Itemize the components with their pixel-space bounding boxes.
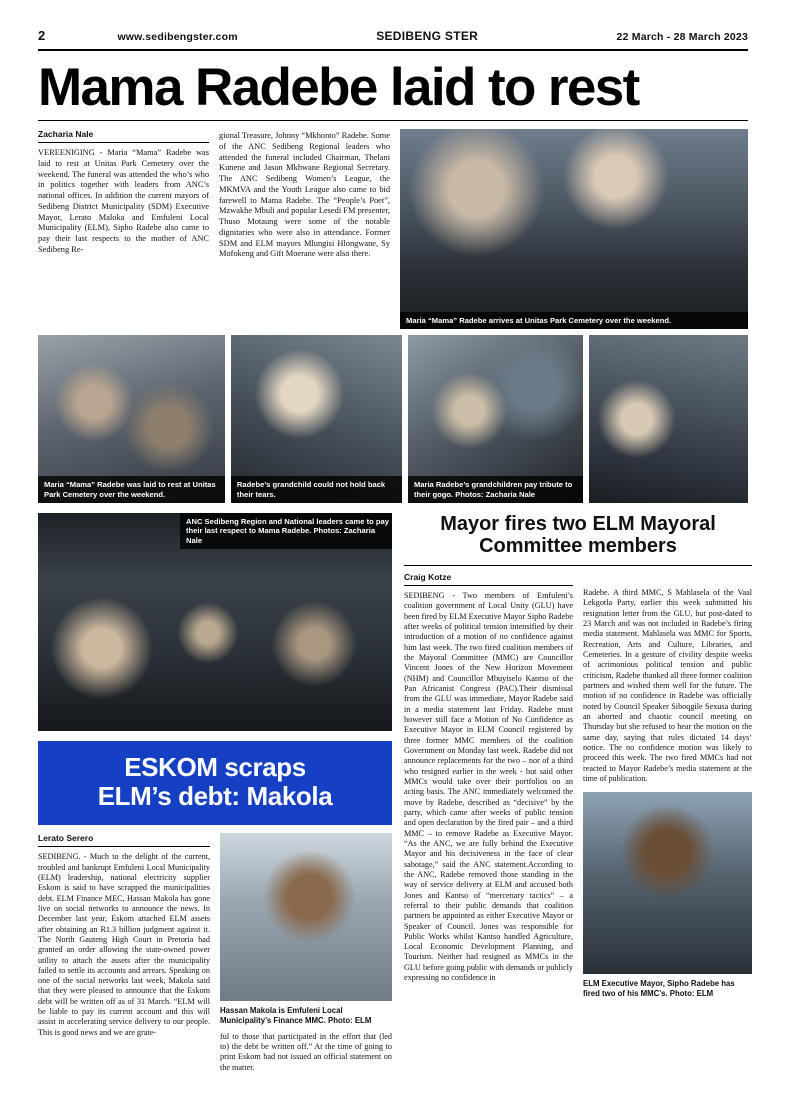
eskom-column-1 <box>38 833 210 1073</box>
hassan-makola-photo <box>220 833 392 1001</box>
radebe-laid-to-rest-photo <box>38 335 225 503</box>
lead-column-2 <box>219 129 390 329</box>
eskom-story-area <box>38 833 392 1073</box>
left-section <box>38 513 392 1073</box>
mayor-text-2: Radebe. A third MMC, S Mahlasela of the Vaal Lekgotla Party, earlier this week submitted his resignation letter from the GLU, but post-dated to 23 March and was not included in Radebe’s firing media statement. Mahlasela was MMC for Sports, Recreation, Arts and Culture, Libraries, and Cemeteries. In a gesture of civility despite weeks of acrimonious political tension and public criticism, Radebe thanked all three former coalition partners and wished them well for the future. The motion of no confidence in Radebe was officially noted by Council Speaker Siboqgile Sexusa during an aborted and chaotic council meeting on Thursday but she refused to hear the motion on the same day, saying that rules dictated 14 days’ notice. The no confidence motion was likely to proceed this week. The two fired MMCs had not reacted to Mayor Radebe’s media statement at the time of publication. <box>583 588 752 783</box>
radebe-arrives-caption: Maria “Mama” Radebe arrives at Unitas Park Cemetery over the weekend. <box>400 312 748 329</box>
eskom-banner-line2: ELM’s debt: Makola <box>97 781 333 812</box>
publication-title: SEDIBENG STER <box>376 29 479 43</box>
mayor-headline: Mayor fires two ELM Mayoral Committee members <box>440 513 716 557</box>
eskom-banner <box>38 741 392 825</box>
lead-byline: Zacharia Nale <box>38 129 209 143</box>
lead-text-1: VEREENIGING - Maria “Mama” Radebe was laid to rest at Unitas Park Cemetery over the weekend. The funeral was attended the who’s who in politics together with leaders from ANC’s national offices. In addition the current mayors of Sedibeng District Municipality (SDM) Executive Mayor, Lerato Maloka and Emfuleni Local Municipality (ELM), Sipho Radebe also came to pay their last respects to the mother of ANC Sedibeng Re- <box>38 148 210 254</box>
lead-photo-stack <box>400 129 748 329</box>
mayor-story-columns <box>404 572 752 999</box>
masthead <box>38 0 748 43</box>
grandchildren-tribute-caption: Maria Radebe’s grandchildren pay tribute to their gogo. Photos: Zacharia Nale <box>408 476 583 503</box>
masthead-divider <box>38 49 748 51</box>
website-url: www.sedibengster.com <box>117 31 238 43</box>
radebe-laid-to-rest-caption: Maria “Mama” Radebe was laid to rest at Unitas Park Cemetery over the weekend. <box>38 476 225 503</box>
anc-leaders-caption: ANC Sedibeng Region and National leaders came to pay their last respect to Mama Radebe. Photos: Zacharia Nale <box>180 513 392 549</box>
mourners-photo <box>589 335 748 503</box>
mayor-headline-divider <box>404 565 752 566</box>
eskom-column-2 <box>220 833 392 1073</box>
sipho-radebe-photo <box>583 792 752 974</box>
hassan-makola-caption: Hassan Makola is Emfuleni Local Municipality’s Finance MMC. Photo: ELM <box>220 1006 372 1025</box>
mayor-column-1 <box>404 572 573 999</box>
radebe-arrives-photo <box>400 129 748 329</box>
lead-text-2: gional Treasure, Johnny “Mkhonto” Radebe. Some of the ANC Sedibeng Regional leaders who attended the funeral included Chairman, Thelani Kunene and Jason Mkhwane Regional Secretary. The ANC Sedibeng Women’s League, the MKMVA and the Youth League also came to bid farewell to Mama Radebe. The “People’s Poet”, Mzwakhe Mbuli and popular Lesedi FM presenter, Thuso Motaung were some of the notable dignitaries who were also in attendance. Former SDM and ELM mayors Mlungisi Hlongwane, Sy Mofokeng and Gift Moerane were also there. <box>219 131 391 259</box>
eskom-text-2: ful to those that participated in the effort that (led to) the debt be written off.” At the time of going to print Eskom had not issued an official statement on the matter. <box>220 1031 392 1072</box>
lead-story-area <box>38 129 748 329</box>
middle-band <box>38 513 752 1073</box>
grandchild-tears-photo <box>231 335 402 503</box>
page-number: 2 <box>38 28 46 43</box>
anc-leaders-photo <box>38 513 392 731</box>
eskom-banner-line1: ESKOM scraps <box>124 752 306 782</box>
sipho-radebe-caption: ELM Executive Mayor, Sipho Radebe has fired two of his MMC’s. Photo: ELM <box>583 979 735 998</box>
lead-column-1 <box>38 129 209 329</box>
headline-divider <box>38 120 748 121</box>
mayor-story-section <box>404 513 752 1073</box>
issue-dates: 22 March - 28 March 2023 <box>616 31 748 43</box>
eskom-byline: Lerato Serero <box>38 833 210 847</box>
mayor-byline: Craig Kotze <box>404 572 573 586</box>
mayor-text-1: SEDIBENG - Two members of Emfuleni’s coalition government of Local Unity (GLU) have been fired by ELM Executive Mayor Sipho Radebe after weeks of political tension intensified by their introduction of a motion of no confidence against him last week. The two fired coalition members of the Mayoral Committee (MMC) are Councillor Vincent Jones of the New Horizon Movement (NHM) and Councillor Mbuyiselo Kantso of the Pan Africanist Congress (PAC).Their dismissal from the GLU was immediate, Mayor Radebe said in a media statement last Friday. Radebe must however still face a Motion of No Confidence as Executive Mayor in ELM Council registered by three former MMC members of the coalition Government on Monday last week. Radebe did not announce replacements for the two – nor of a third who resigned earlier in the week - but said other MMCs would take over their portfolios on an acting basis. The ANC immediately welcomed the move by Radebe, described as “decisive” by the party, which came after weeks of public tension and open declaration by the fired pair – and a third MMC – to remove Radebe as Executive Mayor. “As the ANC, we are fully behind the Executive Mayor and his decisiveness in the face of clear sabotage,” said the ANC statement.According to the ANC, Radebe removed those standing in the way of service delivery at ELM and accused both Jones and Kantso of “mercenary tactics” – a referral to their public demands that coalition partners be appointed as either Executive Mayor or Speaker of Council. Jones was responsible for Public Works whilst Kantso handled Agriculture, Local Economic Development Planning, and Tourism. Neither had resigned as MMCs in the GLU before going public with demands or publicly expressing no confidence in <box>404 591 573 983</box>
eskom-text-1: SEDIBENG. - Much to the delight of the current, troubled and bankrupt Emfuleni Local Municipality (ELM) leadership, national electricity supplier Eskom is said to have scrapped the municipalities debt. ELM Finance MEC, Hassan Makola has gone live on social networks to announce the news. In December last year, Eskom attached ELM assets after obtaining an R1.3 billion judgment against it. The North Gauteng High Court in Pretoria had granted an order allowing the state-owned power utility to attach the assets after the municipality failed to settle its accounts and arrears. Speaking on one of the social networks last week, Makola said that they were pleased to announce that the Eskom debt will be written off as of 31 March. “ELM will be liable to pay its current account and this will assist in accelerating service delivery to our people. This is good news and we are grate- <box>38 852 210 1037</box>
grandchildren-tribute-photo <box>408 335 583 503</box>
grandchild-tears-caption: Radebe’s grandchild could not hold back their tears. <box>231 476 402 503</box>
funeral-photo-mosaic <box>38 335 748 503</box>
lead-headline: Mama Radebe laid to rest <box>38 58 639 117</box>
mayor-column-2 <box>583 572 752 999</box>
